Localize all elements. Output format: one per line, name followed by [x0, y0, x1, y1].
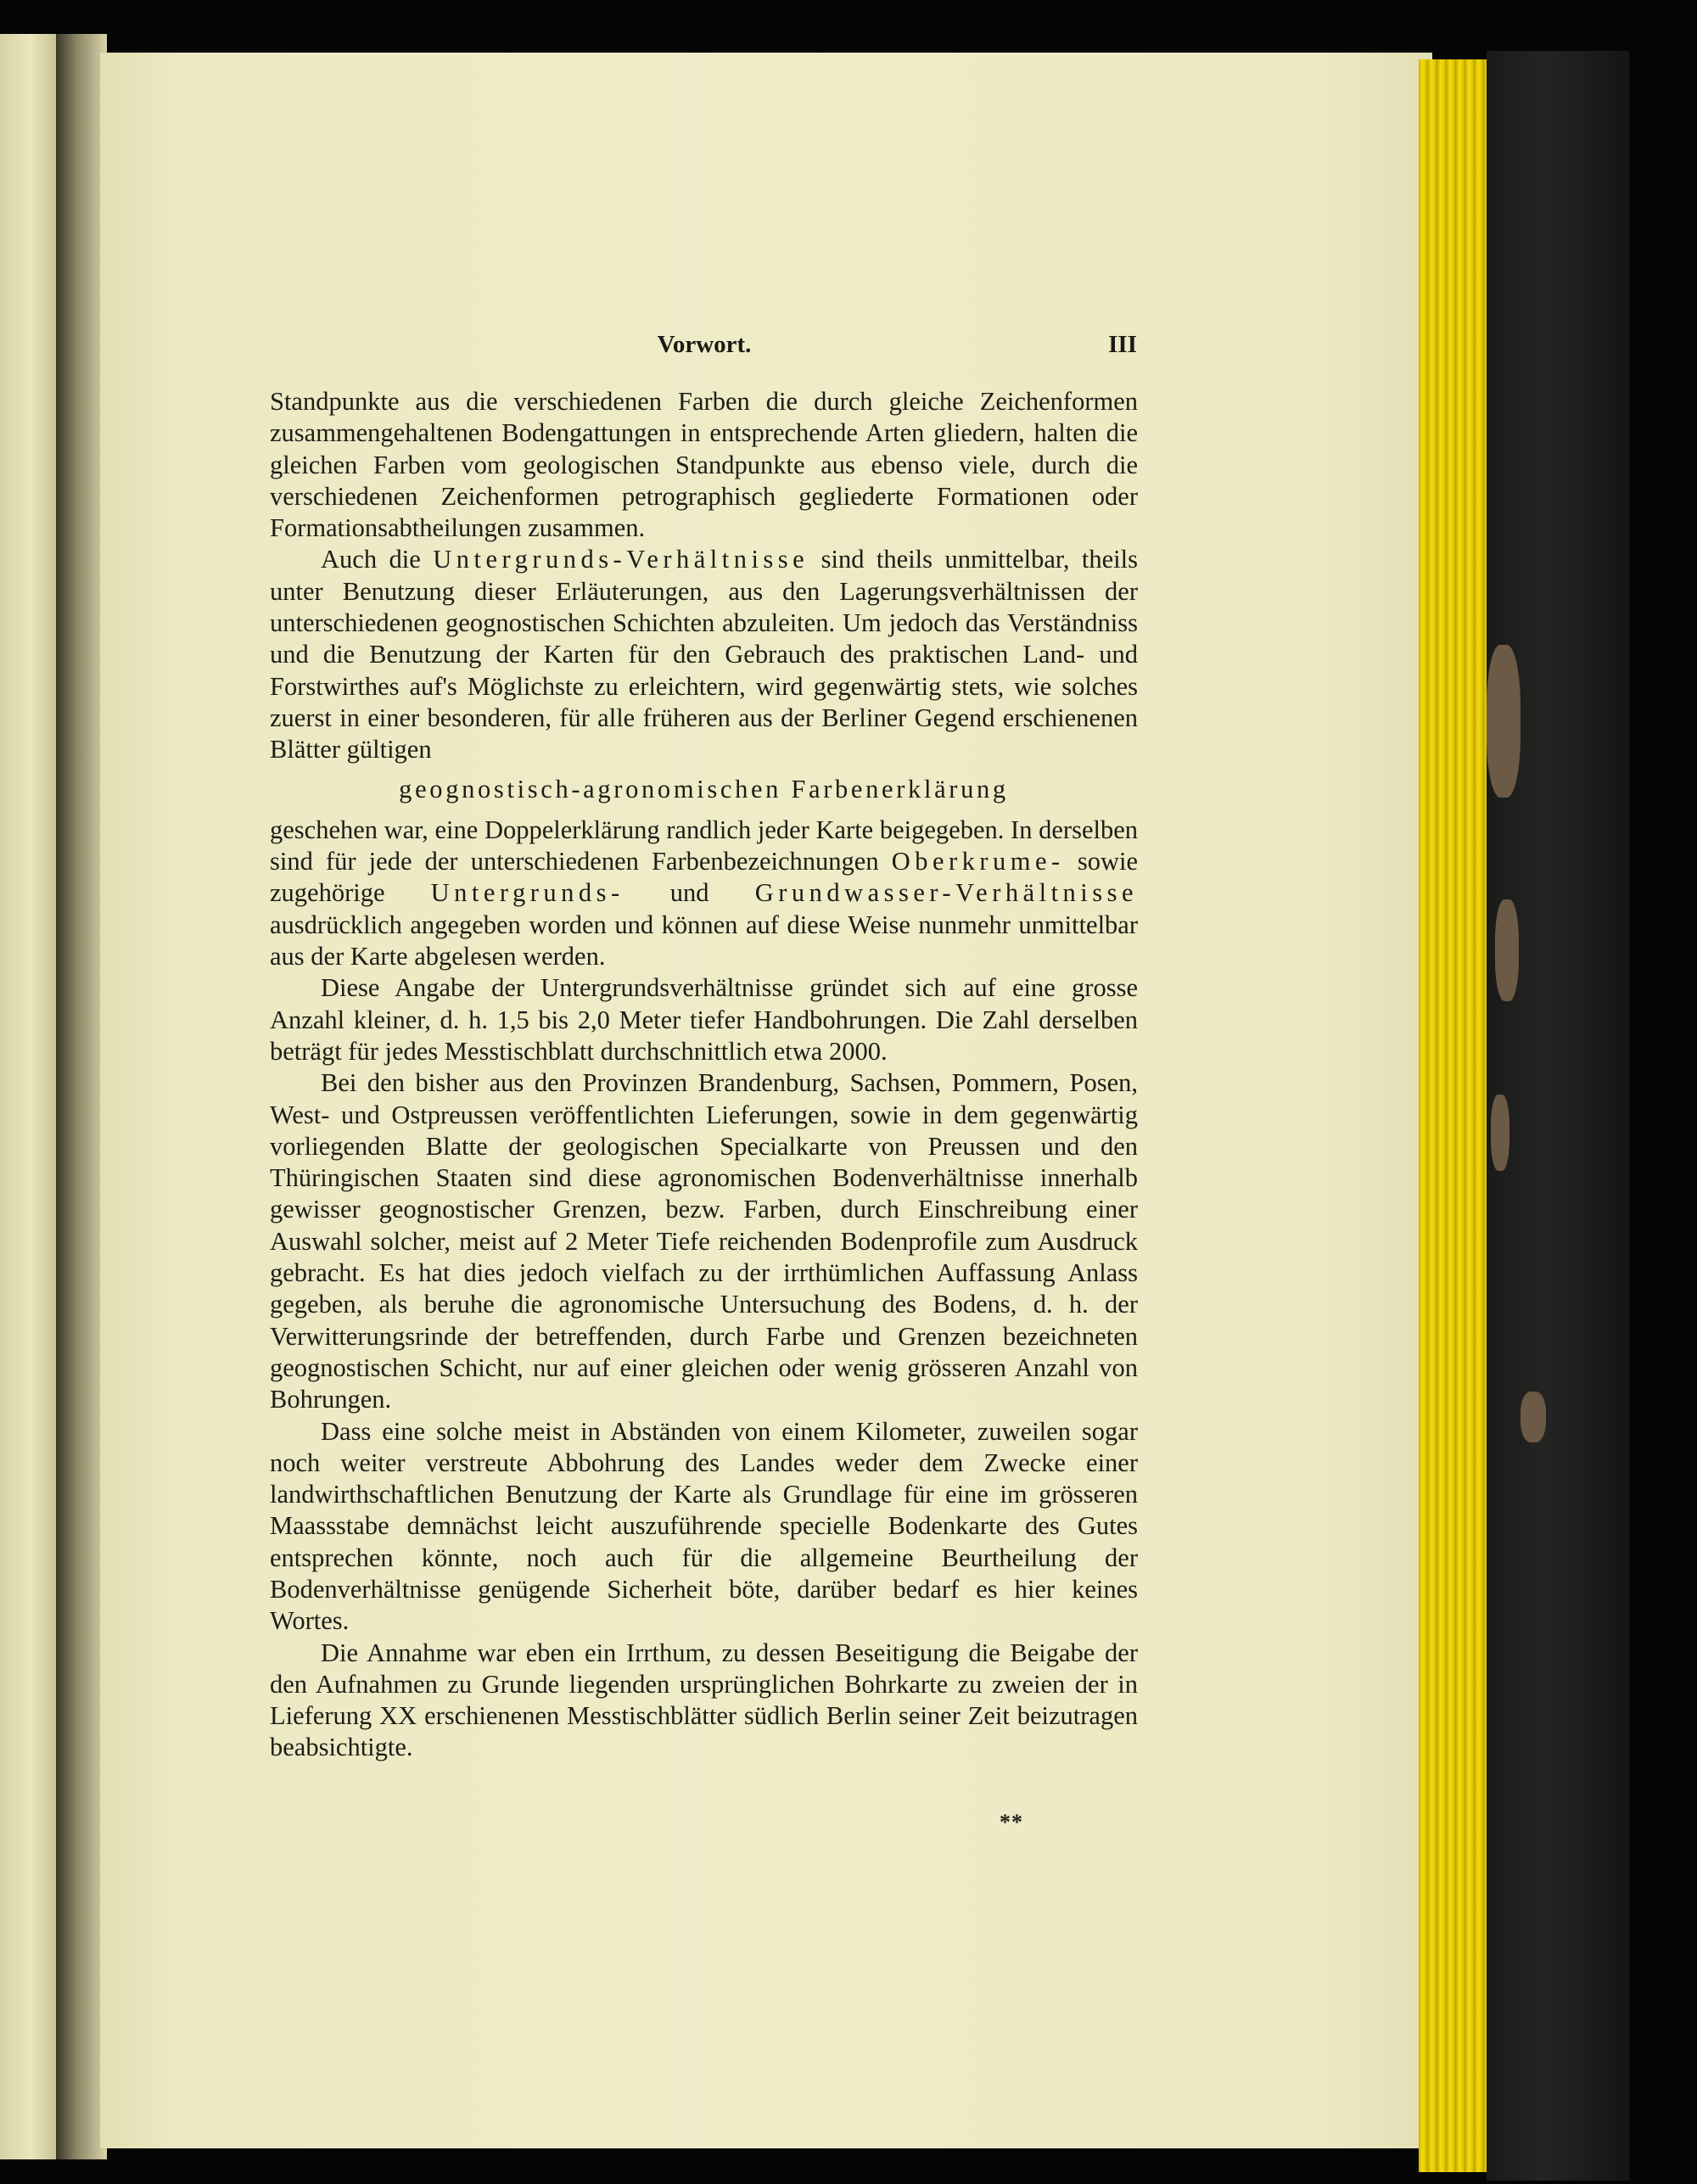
spaced-emphasis: Grundwasser-Verhältnisse [754, 878, 1138, 908]
text-run: Auch die [321, 545, 434, 574]
paragraph-4: Diese Angabe der Untergrundsverhältnisse gründet sich auf eine grosse Anzahl kleiner, d. h. 1,5 bis 2,0 Meter tiefer Handbohrungen. Die Zahl derselben beträgt für jedes Messtischblatt durchschnittlich etwa 2000. [270, 973, 1138, 1066]
text-run: ausdrücklich angegeben worden und können auf diese Weise nunmehr unmittelbar aus der Karte abgelesen werden. [270, 910, 1138, 972]
section-heading: geognostisch-agronomischen Farbenerklärung [399, 774, 1009, 804]
book-binding [1487, 51, 1629, 2181]
signature-mark: ** [1000, 1810, 1023, 1834]
spaced-emphasis: Untergrunds- [430, 878, 624, 908]
book-gutter [56, 34, 107, 2159]
paragraph-2 [270, 544, 1138, 765]
spine-wear-mark [1521, 1392, 1546, 1442]
paragraph-6: Dass eine solche meist in Abständen von einem Kilometer, zuweilen sogar noch weiter verstreute Abbohrung des Landes weder dem Zwecke einer landwirthschaftlichen Benutzung der Karte als Grundlage für eine im grösseren Maassstabe demnächst leicht auszuführende specielle Bodenkarte des Gutes entsprechen könnte, noch auch für die allgemeine Beurtheilung der Bodenverhältnisse genügende Sicherheit böte, darüber bedarf es hier keines Wortes. [270, 1416, 1138, 1636]
paragraph-5: Bei den bisher aus den Provinzen Brandenburg, Sachsen, Pommern, Posen, West- und Ostpreussen veröffentlichten Lieferungen, sowie in dem gegenwärtig vorliegenden Blatte der geologischen Specialkarte von Preussen und den Thüringischen Staaten sind diese agronomischen Bodenverhältnisse innerhalb gewisser geognostischer Grenzen, bezw. Farben, durch Einschreibung einer Auswahl solcher, meist auf 2 Meter Tiefe reichenden Bodenprofile zum Ausdruck gebracht. Es hat dies jedoch vielfach zu der irrthümlichen Auffassung Anlass gegeben, als beruhe die agronomische Untersuchung des Bodens, d. h. der Verwitterungsrinde der betreffenden, durch Farbe und Grenzen bezeichneten geognostischen Schicht, nur auf einer gleichen oder wenig grösseren Anzahl von Bohrungen. [270, 1068, 1138, 1414]
text-run: und [624, 878, 755, 908]
gilt-page-edges [1419, 59, 1487, 2172]
spaced-emphasis: Oberkrume- [891, 847, 1065, 876]
left-page-edge [0, 34, 56, 2159]
spaced-emphasis: Untergrunds-Verhältnisse [433, 545, 809, 574]
paragraph-3 [270, 815, 1138, 972]
spine-wear-mark [1495, 899, 1519, 1001]
running-head [272, 331, 1137, 365]
text-run: geschehen war, eine Doppelerklärung randlich jeder Karte beigegeben. In derselben sind für jede der unterschiedenen Farbenbezeichnungen [270, 815, 1138, 876]
text-run: sowie zugehörige [270, 847, 1138, 908]
paragraph-1: Standpunkte aus die verschiedenen Farben die durch gleiche Zeichenformen zusammengehaltenen Bodengattungen in entsprechende Arten gliedern, halten die gleichen Farben vom geologischen Standpunkte aus ebenso viele, durch die verschiedenen Zeichenformen petrographisch gegliederte Formationen oder Formationsabtheilungen zusammen. [270, 387, 1138, 543]
body-text [270, 386, 1138, 1764]
spine-wear-mark [1491, 1095, 1509, 1171]
text-run: sind theils unmittelbar, theils unter Benutzung dieser Erläuterungen, aus den Lagerungsverhältnissen der unterschiedenen geognostischen Schichten abzuleiten. Um jedoch das Verständniss und die Benutzung der Karten für den Gebrauch des praktischen Land- und Forstwirthes auf's Möglichste zu erleichtern, wird gegenwärtig stets, wie solches zuerst in einer besonderen, für alle früheren aus der Berliner Gegend erschienenen Blätter gültigen [270, 545, 1138, 764]
paragraph-7: Die Annahme war eben ein Irrthum, zu dessen Beseitigung die Beigabe der den Aufnahmen zu Grunde liegenden ursprünglichen Bohrkarte zu zweien der in Lieferung XX erschienenen Messtischblätter südlich Berlin seiner Zeit beizutragen beabsichtigte. [270, 1638, 1138, 1762]
page-number: III [1108, 331, 1137, 358]
spine-wear-mark [1487, 645, 1521, 798]
page-title: Vorwort. [657, 331, 752, 358]
